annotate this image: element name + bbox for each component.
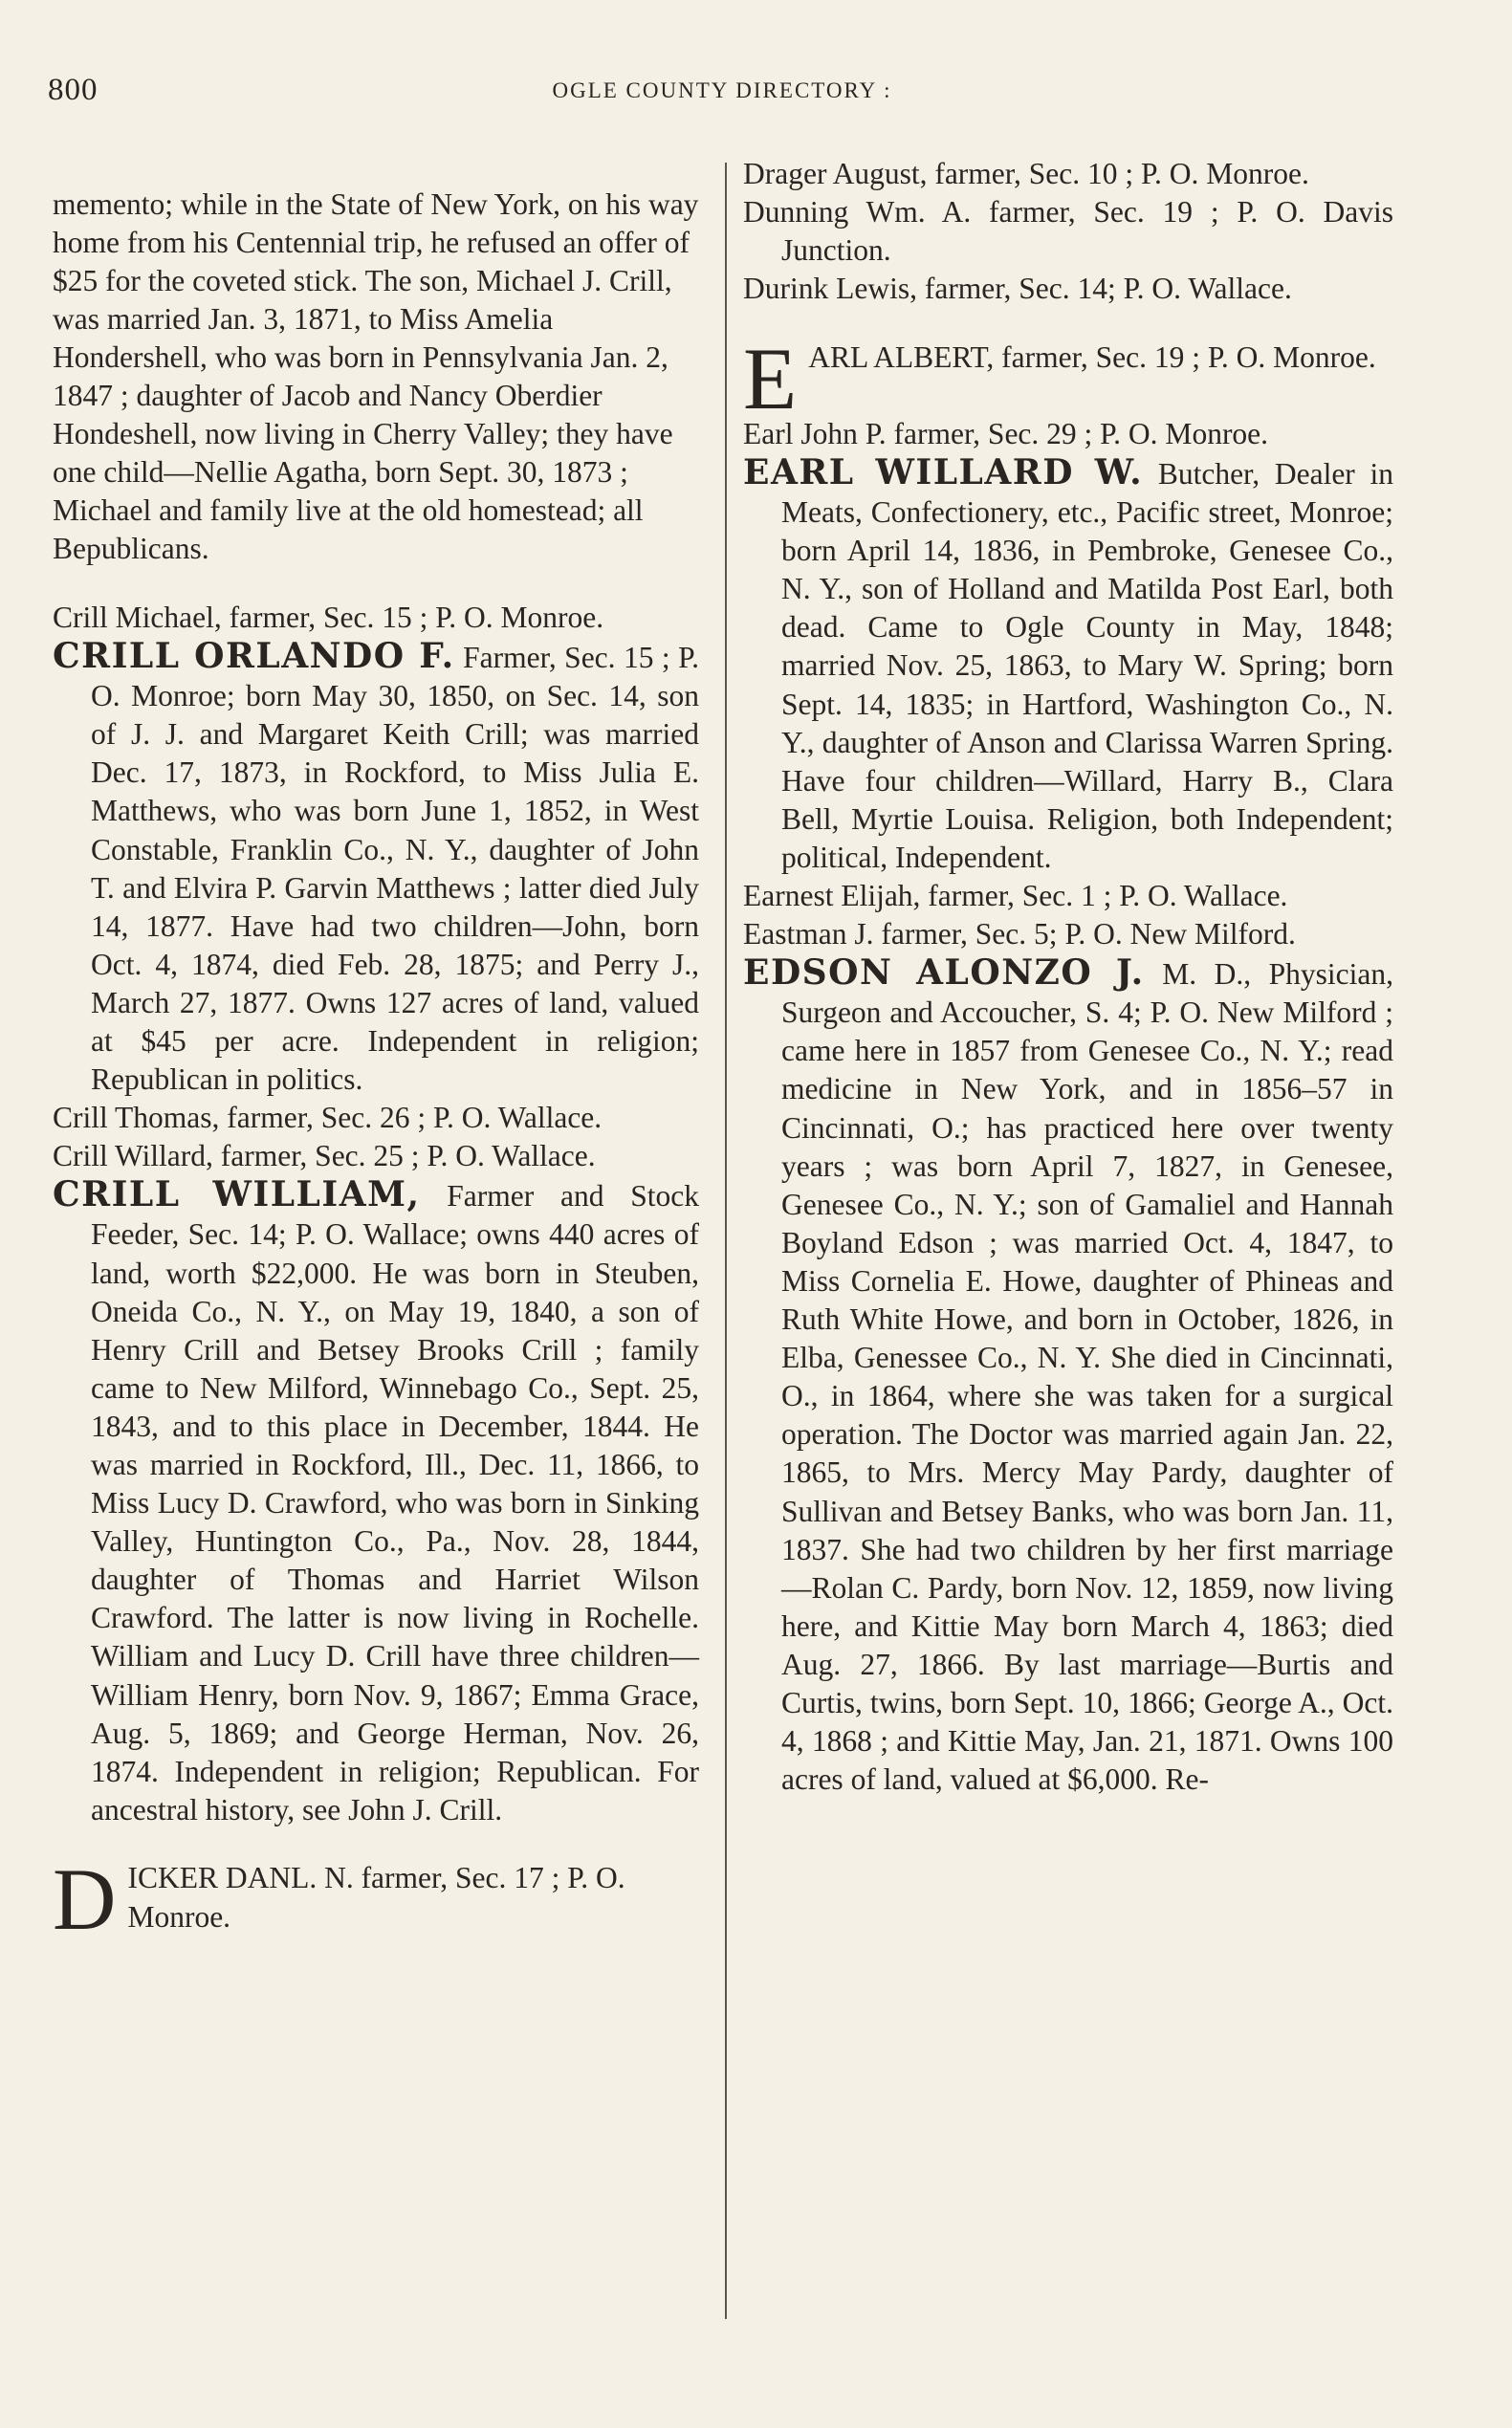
running-title: OGLE COUNTY DIRECTORY : [552,78,892,102]
entry-name-edson-alonzo: EDSON ALONZO J. [743,952,1145,994]
entry-crill-michael: Crill Michael, farmer, Sec. 15 ; P. O. Monroe. [53,600,604,634]
entry-crill-thomas: Crill Thomas, farmer, Sec. 26 ; P. O. Wallace. [53,1101,603,1135]
entry-text-earl-willard: Butcher, Dealer in Meats, Confectionery, etc., Pacific street, Monroe; born April 14, 1836, in Pembroke, Genesee Co., N. Y., son of Holland and Matilda Post Earl, both dead. Came to Ogle County in May, 1848; married Nov. 25, 1863, to Mary W. Spring; born Sept. 14, 1835; in Hartford, Washington Co., N. Y., daughter of Anson and Clarissa Warren Spring. Have four children—Willard, Harry B., Clara Bell, Myrtie Louisa. Religion, both Independent; political, Independent. [781,456,1393,874]
page-header [48,73,1396,115]
drop-cap-d: D [53,1850,117,1949]
entry-earl-albert [743,329,1393,427]
entry-crill-orlando [53,637,699,1099]
entry-text-edson-alonzo: M. D., Physician, Surgeon and Accoucher, S. 4; P. O. New Milford ; came here in 1857 from Genesee Co., N. Y.; read medicine in New York, and in 1856–57 in Cincinnati, O.; has practiced here over twenty years ; was born April 7, 1827, in Genesee, Genesee Co., N. Y.; son of Gamaliel and Hannah Boyland Edson ; was married Oct. 4, 1847, to Miss Cornelia E. Howe, daughter of Phineas and Ruth White Howe, and born in October, 1826, in Elba, Genessee Co., N. Y. She died in Cincinnati, O., in 1864, where she was taken for a surgical operation. The Doctor was married again Jan. 22, 1865, to Mrs. Mercy May Pardy, daughter of Sullivan and Betsey Banks, who was born Jan. 11, 1837. She had two children by her first marriage—Rolan C. Pardy, born Nov. 12, 1859, now living here, and Kittie May born March 4, 1863; died Aug. 27, 1866. By last marriage—Burtis and Curtis, twins, born Sept. 10, 1866; George A., Oct. 4, 1868 ; and Kittie May, Jan. 21, 1871. Owns 100 acres of land, valued at $6,000. Re- [781,957,1393,1797]
entry-name-earl-willard: EARL WILLARD W. [743,451,1144,492]
crill-michael-continuation: memento; while in the State of New York, on his way home from his Centennial trip, he refused an offer of $25 for the coveted stick. The son, Michael J. Crill, was married Jan. 3, 1871, to Miss Amelia Hondershell, who was born in Pennsylvania Jan. 2, 1847 ; daughter of Jacob and Nancy Oberdier Hondeshell, now living in Cherry Valley; they have one child—Nellie Agatha, born Sept. 30, 1873 ; Michael and family live at the old homestead; all Bepublicans. [53,186,699,566]
drop-cap-e: E [743,329,798,427]
right-column [743,155,1393,1799]
entry-text-crill-orlando: Farmer, Sec. 15 ; P. O. Monroe; born May 30, 1850, on Sec. 14, son of J. J. and Margaret Keith Crill; was married Dec. 17, 1873, in Rockford, to Miss Julia E. Matthews, who was born June 1, 1852, in West Constable, Franklin Co., N. Y., daughter of John T. and Elvira P. Garvin Matthews ; latter died July 14, 1877. Have had two children—John, born Oct. 4, 1874, died Feb. 28, 1875; and Perry J., March 27, 1877. Owns 127 acres of land, valued at $45 per acre. Independent in religion; Republican in politics. [91,641,700,1097]
entry-text-dicker: ICKER DANL. N. farmer, Sec. 17 ; P. O. Monroe. [127,1861,625,1934]
entry-edson-alonzo [743,953,1393,1799]
entry-dicker-danl [53,1850,699,1949]
page-number: 800 [48,73,99,107]
entry-drager-august: Drager August, farmer, Sec. 10 ; P. O. Monroe. [743,157,1309,190]
entry-earnest-elijah: Earnest Elijah, farmer, Sec. 1 ; P. O. Wallace. [743,879,1288,912]
entry-crill-william [53,1175,699,1829]
entry-name-crill-orlando: CRILL ORLANDO F. [53,636,455,677]
entry-text-earl-albert: ARL ALBERT, farmer, Sec. 19 ; P. O. Monroe. [808,339,1376,374]
entry-text-crill-william: Farmer and Stock Feeder, Sec. 14; P. O. Wallace; owns 440 acres of land, worth $22,000. He was born in Steuben, Oneida Co., N. Y., on May 19, 1840, a son of Henry Crill and Betsey Brooks Crill ; family came to New Milford, Winnebago Co., Sept. 25, 1843, and to this place in December, 1844. He was married in Rockford, Ill., Dec. 11, 1866, to Miss Lucy D. Crawford, who was born in Sinking Valley, Huntington Co., Pa., Nov. 28, 1844, daughter of Thomas and Harriet Wilson Crawford. The latter is now living in Rochelle. William and Lucy D. Crill have three children—William Henry, born Nov. 9, 1867; Emma Grace, Aug. 5, 1869; and George Herman, Nov. 26, 1874. Independent in religion; Republican. For ancestral history, see John J. Crill. [91,1179,699,1826]
entry-earl-john: Earl John P. farmer, Sec. 29 ; P. O. Monroe. [743,416,1269,450]
entry-earl-willard [743,453,1393,877]
entry-eastman-j: Eastman J. farmer, Sec. 5; P. O. New Milford. [743,917,1296,952]
entry-crill-willard: Crill Willard, farmer, Sec. 25 ; P. O. Wallace. [53,1139,596,1173]
entry-durink-lewis: Durink Lewis, farmer, Sec. 14; P. O. Wallace. [743,272,1292,306]
entry-name-crill-william: CRILL WILLIAM, [53,1174,421,1215]
left-column [53,155,699,1966]
entry-dunning-wm: Dunning Wm. A. farmer, Sec. 19 ; P. O. Davis Junction. [743,195,1393,268]
column-rule [725,163,727,2319]
